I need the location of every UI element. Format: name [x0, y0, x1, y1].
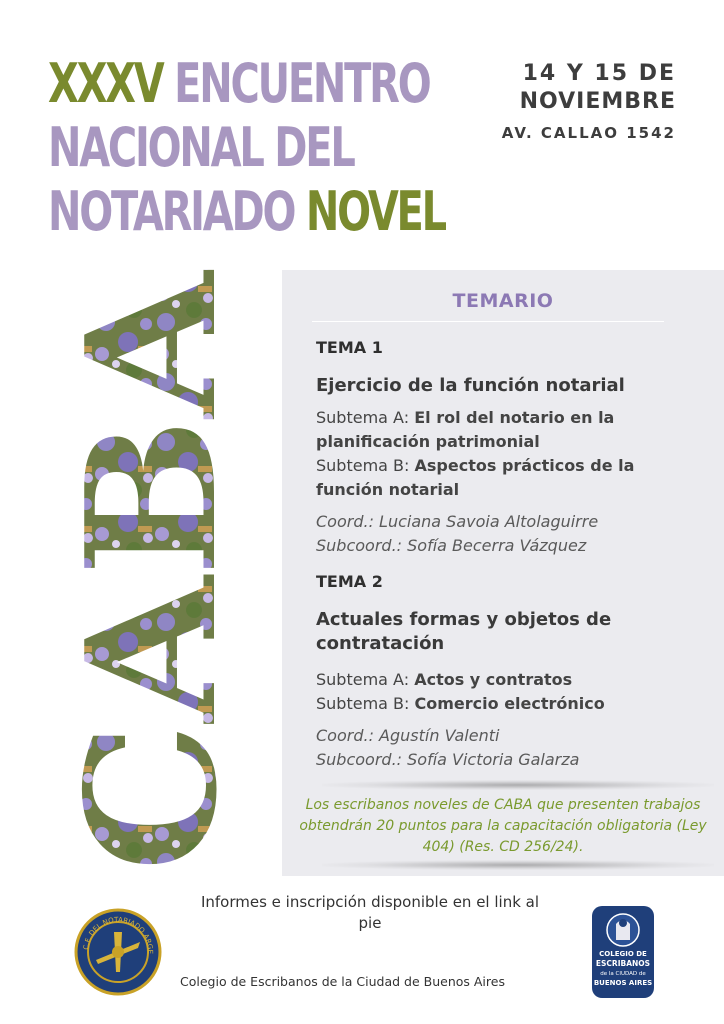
tema-2-subtema-b	[316, 692, 706, 716]
tema-1-coordination	[316, 510, 706, 558]
caba-letters-graphic	[44, 268, 256, 876]
title-word-encuentro: ENCUENTRO	[174, 52, 430, 115]
tema-1-subtemas	[316, 406, 706, 502]
consejo-federal-seal-logo	[74, 908, 162, 1001]
tema-2-subtema-a	[316, 668, 706, 692]
tema-1-title: Ejercicio de la función notarial	[316, 375, 625, 396]
tema-1-label-block	[316, 338, 706, 357]
tema-2-label-block	[316, 572, 706, 591]
colegio-escribanos-icon	[592, 906, 654, 998]
colegio-name: Colegio de Escribanos de la Ciudad de Buenos Aires	[180, 974, 505, 989]
tema-2-label: TEMA 2	[316, 572, 383, 591]
tema-1-subtema-a	[316, 406, 706, 454]
subtema-b-prefix: Subtema B:	[316, 456, 410, 475]
logo-line-4: BUENOS AIRES	[593, 979, 653, 987]
tema-1-subcoord: Subcoord.: Sofía Becerra Vázquez	[316, 536, 587, 555]
tema-2-coord: Coord.: Agustín Valenti	[316, 726, 500, 745]
title-line-2: NACIONAL DEL	[48, 116, 354, 179]
tema-2-title: Actuales formas y objetos de contratación	[316, 609, 612, 654]
subtema-a-prefix: Subtema A:	[316, 408, 410, 427]
subtema-b-text: Comercio electrónico	[414, 694, 605, 713]
note-top-shadow	[322, 780, 714, 790]
informes-text: Informes e inscripción disponible en el link al pie	[200, 893, 540, 932]
subtema-b-prefix: Subtema B:	[316, 694, 410, 713]
event-date-block	[502, 60, 676, 146]
tema-2-subtemas	[316, 668, 706, 716]
seal-arc-text: C.F. DEL NOTARIADO ARGE	[82, 915, 155, 955]
temario-heading: TEMARIO	[452, 290, 554, 312]
event-date-line-2: NOVIEMBRE	[519, 89, 676, 114]
tema-1-coord: Coord.: Luciana Savoia Altolaguirre	[316, 512, 599, 531]
tema-2-subcoord: Subcoord.: Sofía Victoria Galarza	[316, 750, 580, 769]
event-title	[48, 52, 445, 244]
subtema-a-text: El rol del notario en la planificación patrimonial	[316, 408, 615, 451]
title-word-novel: NOVEL	[305, 180, 445, 243]
tema-2-title-block	[316, 608, 636, 656]
capacitation-note: Los escribanos noveles de CABA que presenten trabajos obtendrán 20 puntos para la capacitación obligatoria (Ley 404) (Res. CD 256/24).	[299, 797, 707, 855]
logo-line-2: ESCRIBANOS	[595, 959, 651, 968]
tema-1-subtema-b	[316, 454, 706, 502]
logo-line-1: COLEGIO DE	[599, 950, 647, 958]
temario-divider	[312, 321, 664, 322]
tema-2-coordination	[316, 724, 706, 772]
subtema-a-prefix: Subtema A:	[316, 670, 410, 689]
title-line-1	[48, 52, 430, 116]
caba-letters-text: CABA	[47, 303, 256, 872]
colegio-escribanos-logo	[592, 906, 654, 1003]
temario-panel	[282, 270, 724, 876]
event-date-line-1: 14 Y 15 DE	[522, 61, 676, 86]
caba-photo-letters	[44, 268, 256, 876]
subtema-b-text: Aspectos prácticos de la función notarial	[316, 456, 635, 499]
subtema-a-text: Actos y contratos	[414, 670, 573, 689]
title-roman-numeral: XXXV	[48, 52, 163, 115]
tema-1-label: TEMA 1	[316, 338, 383, 357]
tema-1-title-block	[316, 374, 706, 398]
consejo-federal-seal-icon	[74, 908, 162, 996]
event-address: AV. CALLAO 1542	[501, 124, 676, 142]
note-bottom-shadow	[322, 860, 714, 870]
logo-line-3: de la CIUDAD de	[600, 971, 646, 977]
title-line-3	[48, 180, 445, 244]
title-word-notariado: NOTARIADO	[48, 180, 295, 243]
